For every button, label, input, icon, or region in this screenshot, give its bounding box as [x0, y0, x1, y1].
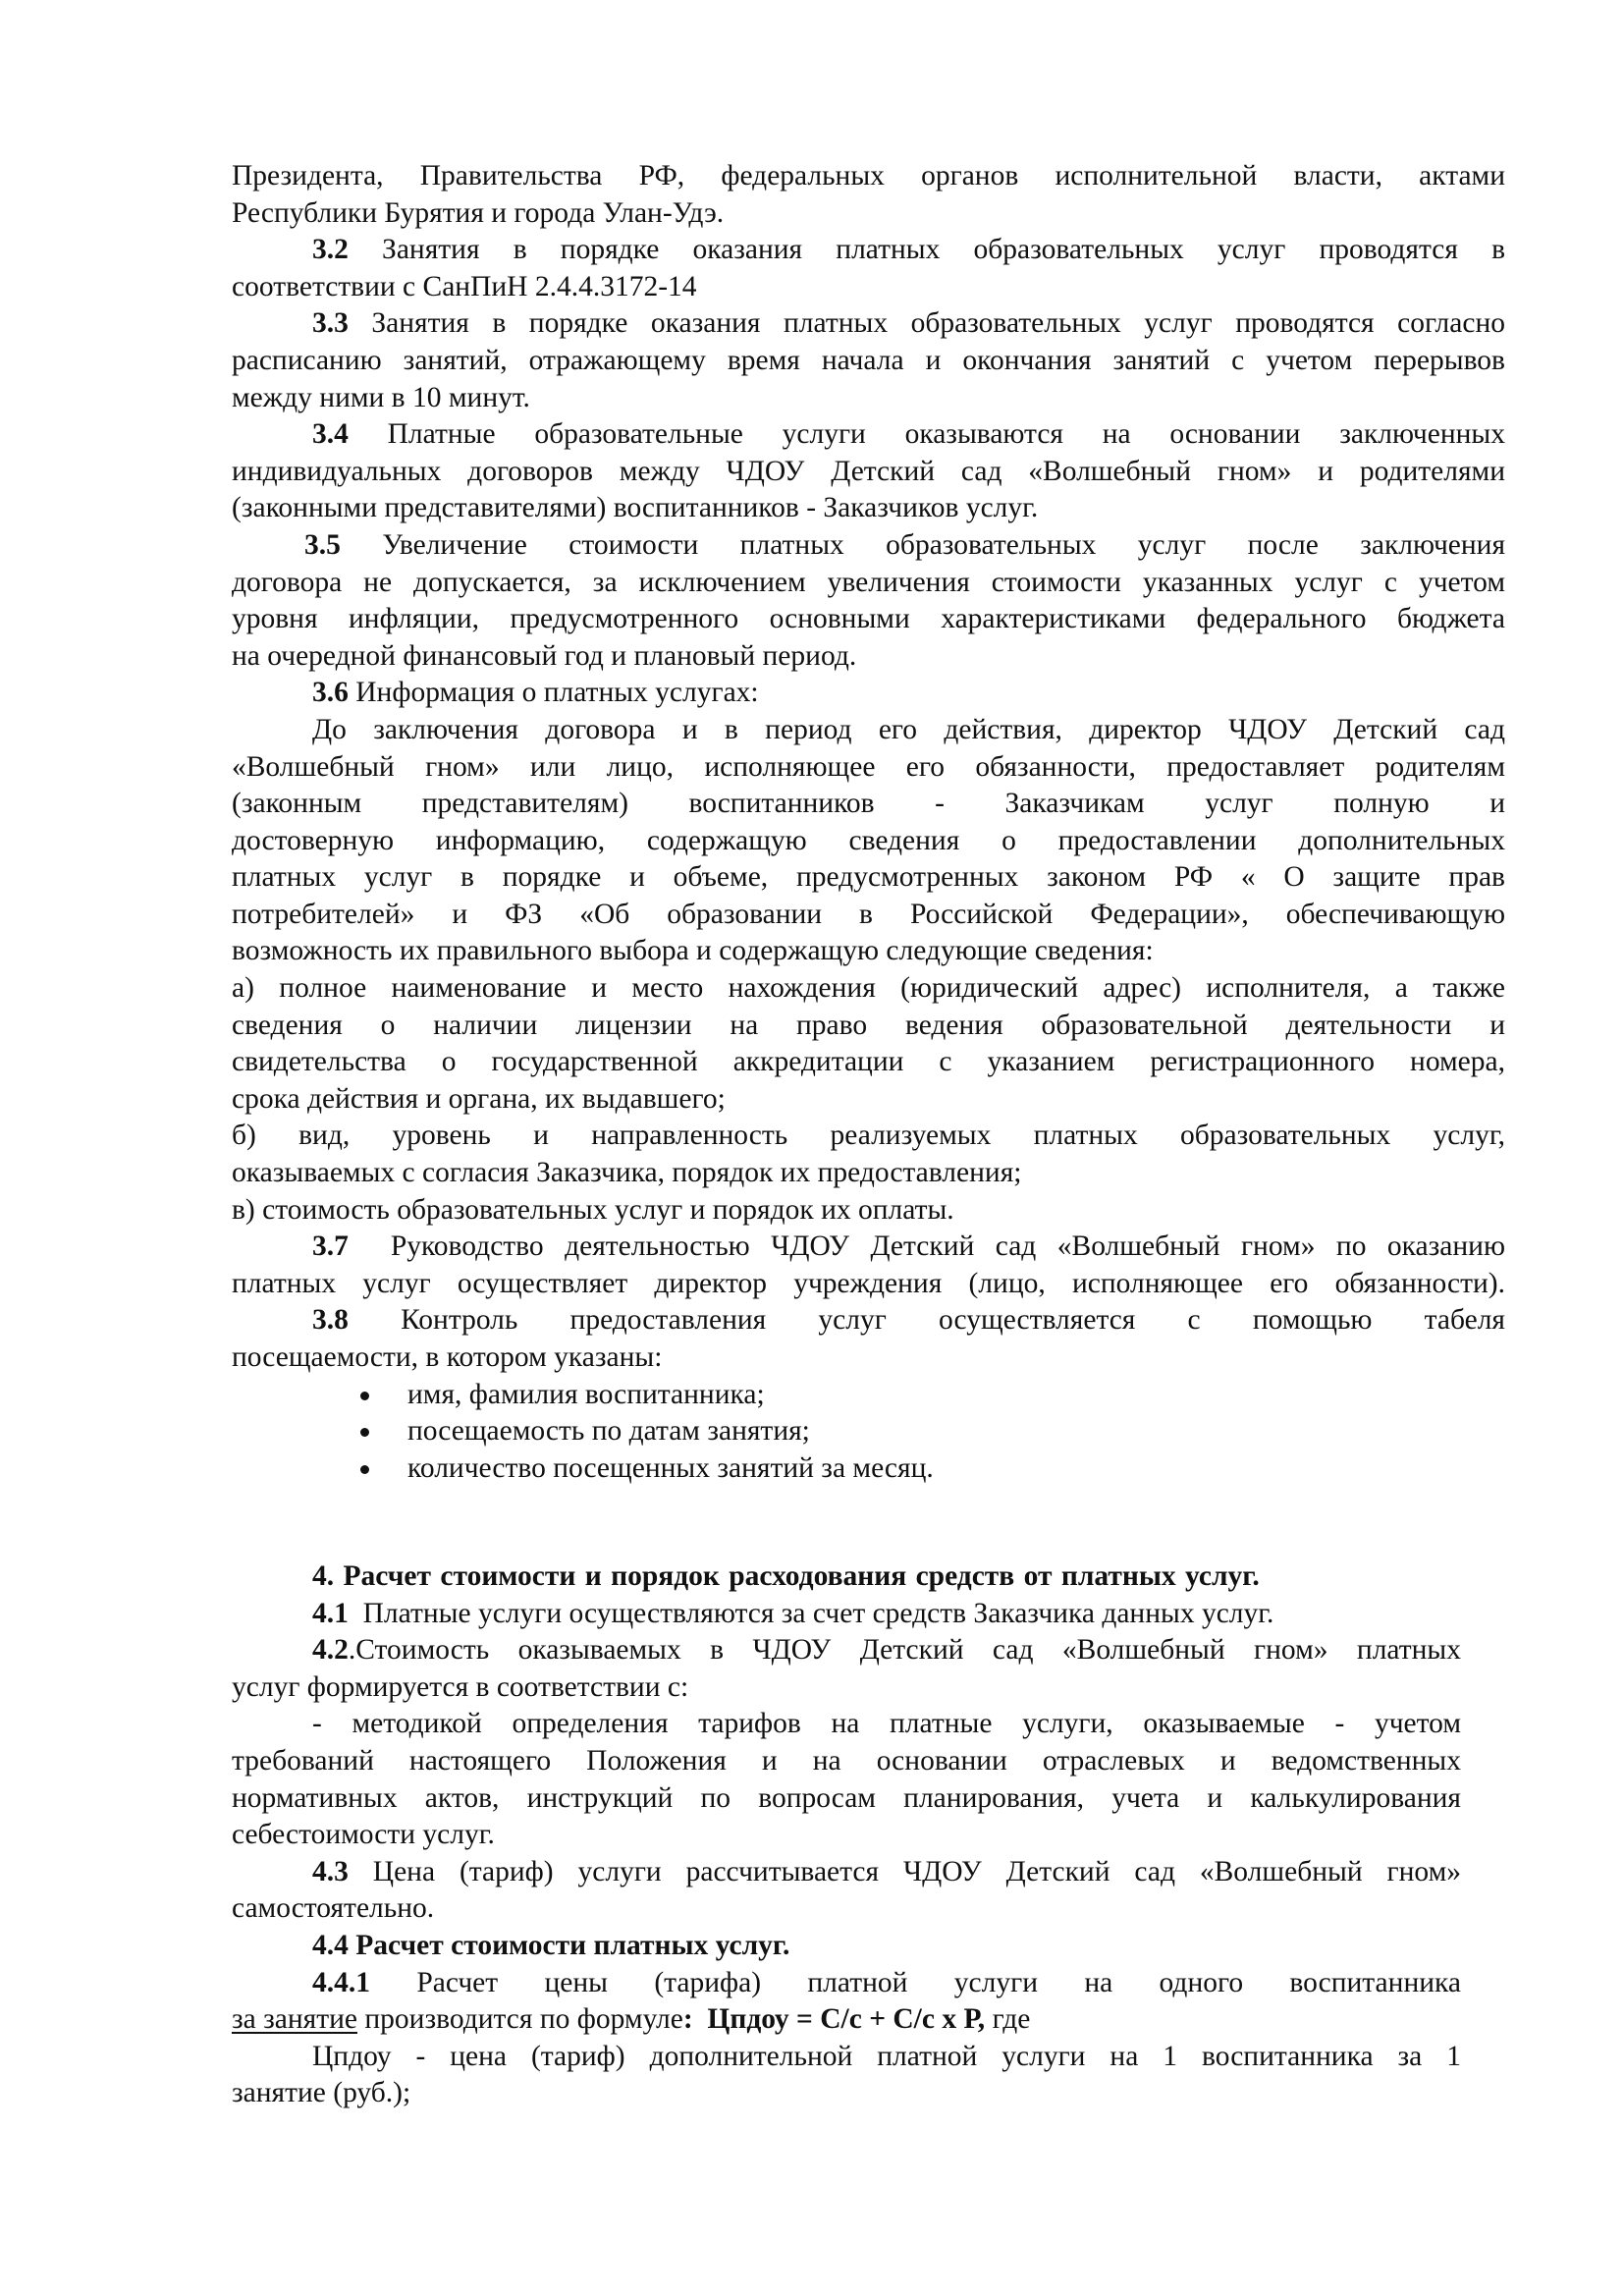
- clause-number: 3.7: [312, 1230, 349, 1263]
- text-line: До заключения договора и в период его действия, директор ЧДОУ Детский сад: [312, 713, 1505, 745]
- text-line: Республики Бурятия и города Улан-Удэ.: [232, 196, 725, 229]
- section-3: [232, 158, 1505, 1487]
- text-line: платных услуг в порядке и объеме, предусмотренных законом РФ « О защите прав: [232, 861, 1505, 894]
- paragraph-3-4: [232, 416, 1505, 527]
- clause-number: 4.1: [312, 1597, 349, 1629]
- text-line: свидетельства о государственной аккредитации с указанием регистрационного номера,: [232, 1046, 1505, 1078]
- paragraph-4-4-1: [232, 1965, 1461, 2039]
- clause-text: Контроль предоставления услуг осуществляется с помощью табеля: [401, 1304, 1506, 1337]
- text-line: срока действия и органа, их выдавшего;: [232, 1082, 726, 1115]
- subsection-heading: 4.4 Расчет стоимости платных услуг.: [312, 1929, 790, 1961]
- paragraph-4-1: [232, 1596, 1461, 1633]
- text-line: [232, 1854, 1461, 1891]
- text-line: [232, 416, 1505, 454]
- text-line: [232, 232, 1505, 269]
- clause-number: 4.3: [312, 1855, 349, 1887]
- text-line: возможность их правильного выбора и содержащую следующие сведения:: [232, 935, 1154, 967]
- section-4: [232, 1558, 1461, 2112]
- bullet-icon: [360, 1392, 369, 1400]
- text-line: а) полное наименование и место нахождения (юридический адрес) исполнителя, а также: [232, 972, 1505, 1005]
- clause-text: Платные образовательные услуги оказываются на основании заключенных: [387, 418, 1505, 451]
- bullet-icon: [360, 1465, 369, 1474]
- text-line: требований настоящего Положения и на основании отраслевых и ведомственных: [232, 1744, 1461, 1777]
- list-item-b: [232, 1118, 1505, 1191]
- clause-title: Информация о платных услугах:: [355, 677, 759, 709]
- text-line: соответствии с СанПиН 2.4.4.3172-14: [232, 270, 697, 302]
- clause-text: Увеличение стоимости платных образовательных услуг после заключения: [382, 528, 1506, 561]
- clause-number: 3.2: [312, 234, 349, 266]
- paragraph-3-8: [232, 1302, 1505, 1487]
- text-line: услуг формируется в соответствии с:: [232, 1670, 689, 1703]
- text-line: индивидуальных договоров между ЧДОУ Детский сад «Волшебный гном» и родителями: [232, 455, 1505, 487]
- text-line: [232, 1302, 1505, 1339]
- clause-text: Занятия в порядке оказания платных образовательных услуг проводятся согласно: [371, 307, 1506, 340]
- text-line: Цпдоу - цена (тариф) дополнительной платной услуги на 1 воспитанника за 1: [312, 2040, 1461, 2072]
- text-line: достоверную информацию, содержащую сведения о предоставлении дополнительных: [232, 824, 1505, 856]
- paragraph-3-7: [232, 1229, 1505, 1302]
- text-line: договора не допускается, за исключением увеличения стоимости указанных услуг с учетом: [232, 566, 1505, 598]
- text-line: [232, 1229, 1505, 1266]
- text-line: себестоимости услуг.: [232, 1819, 495, 1851]
- list-item-text: посещаемость по датам занятия;: [407, 1415, 810, 1448]
- list-item-text: количество посещенных занятий за месяц.: [407, 1451, 934, 1484]
- text-line: между ними в 10 минут.: [232, 381, 530, 413]
- clause-text: производится по формуле: [364, 2003, 683, 2036]
- list-item-text: имя, фамилия воспитанника;: [407, 1378, 765, 1410]
- clause-text: где: [992, 2003, 1031, 2036]
- clause-text: .Стоимость оказываемых в ЧДОУ Детский сад «Волшебный гном» платных: [348, 1634, 1461, 1667]
- clause-text: Цена (тариф) услуги рассчитывается ЧДОУ Детский сад «Волшебный гном»: [372, 1855, 1461, 1887]
- list-item: [232, 1413, 1505, 1450]
- clause-number: 3.5: [304, 528, 341, 561]
- paragraph-3-5: [232, 527, 1505, 675]
- text-line: занятие (руб.);: [232, 2077, 411, 2109]
- text-line: Президента, Правительства РФ, федеральных органов исполнительной власти, актами: [232, 160, 1505, 191]
- text-line: [232, 1632, 1461, 1669]
- list-item-c: [232, 1192, 1505, 1230]
- paragraph-3-6: [232, 675, 1505, 1229]
- clause-text: Платные услуги осуществляются за счет средств Заказчика данных услуг.: [362, 1597, 1274, 1629]
- list-item: [232, 1450, 1505, 1488]
- text-line: потребителей» и ФЗ «Об образовании в Российской Федерации», обеспечивающую: [232, 898, 1505, 930]
- paragraph-4-2: [232, 1632, 1461, 1854]
- text-line: - методикой определения тарифов на платные услуги, оказываемые - учетом: [312, 1708, 1461, 1740]
- text-line: [232, 305, 1505, 343]
- paragraph-3-3: [232, 305, 1505, 416]
- clause-text: Занятия в порядке оказания платных образовательных услуг проводятся в: [382, 234, 1506, 266]
- clause-text: Руководство деятельностью ЧДОУ Детский сад «Волшебный гном» по оказанию: [390, 1230, 1505, 1263]
- text-line: [232, 675, 1505, 712]
- clause-text: Расчет цены (тарифа) платной услуги на одного воспитанника: [416, 1966, 1461, 1998]
- text-line: на очередной финансовый год и плановый период.: [232, 639, 857, 672]
- section-heading: 4. Расчет стоимости и порядок расходования средств от платных услуг.: [312, 1560, 1260, 1592]
- text-line: нормативных актов, инструкций по вопросам планирования, учета и калькулирования: [232, 1781, 1461, 1814]
- text-line: «Волшебный гном» или лицо, исполняющее его обязанности, предоставляет родителям: [232, 750, 1505, 783]
- attendance-list: [232, 1377, 1505, 1488]
- text-line: (законными представителями) воспитанников - Заказчиков услуг.: [232, 492, 1039, 524]
- colon: :: [682, 2003, 693, 2036]
- text-line: расписанию занятий, отражающему время начала и окончания занятий с учетом перерывов: [232, 344, 1505, 376]
- text-line: уровня инфляции, предусмотренного основными характеристиками федерального бюджета: [232, 603, 1505, 635]
- text-line: сведения о наличии лицензии на право ведения образовательной деятельности и: [232, 1009, 1505, 1041]
- clause-number: 3.6: [312, 677, 349, 709]
- clause-number: 3.8: [312, 1304, 349, 1337]
- underlined-phrase: за занятие: [232, 2003, 357, 2036]
- text-line: [232, 527, 1505, 565]
- text-line: б) вид, уровень и направленность реализуемых платных образовательных услуг,: [232, 1120, 1505, 1152]
- definition-paragraph: [232, 2039, 1461, 2112]
- price-formula: Цпдоу = С/с + С/с х Р,: [707, 2003, 986, 2036]
- intro-paragraph: [232, 158, 1505, 232]
- clause-number: 3.3: [312, 307, 349, 340]
- text-line: самостоятельно.: [232, 1892, 435, 1925]
- text-line: [232, 2001, 1461, 2039]
- text-line: (законным представителям) воспитанников - Заказчикам услуг полную и: [232, 788, 1505, 820]
- text-line: платных услуг осуществляет директор учреждения (лицо, исполняющее его обязанности).: [232, 1267, 1505, 1299]
- bullet-icon: [360, 1428, 369, 1437]
- clause-number: 4.4.1: [312, 1966, 370, 1998]
- text-line: [232, 1965, 1461, 2002]
- clause-number: 4.2: [312, 1634, 349, 1667]
- clause-number: 3.4: [312, 418, 349, 451]
- paragraph-4-3: [232, 1854, 1461, 1928]
- list-item: [232, 1377, 1505, 1414]
- text-line: оказываемых с согласия Заказчика, порядок их предоставления;: [232, 1157, 1022, 1189]
- text-line: в) стоимость образовательных услуг и порядок их оплаты.: [232, 1193, 954, 1226]
- text-line: посещаемости, в котором указаны:: [232, 1341, 663, 1373]
- list-item-a: [232, 970, 1505, 1118]
- paragraph-3-2: [232, 232, 1505, 305]
- text-line: [232, 1596, 1461, 1633]
